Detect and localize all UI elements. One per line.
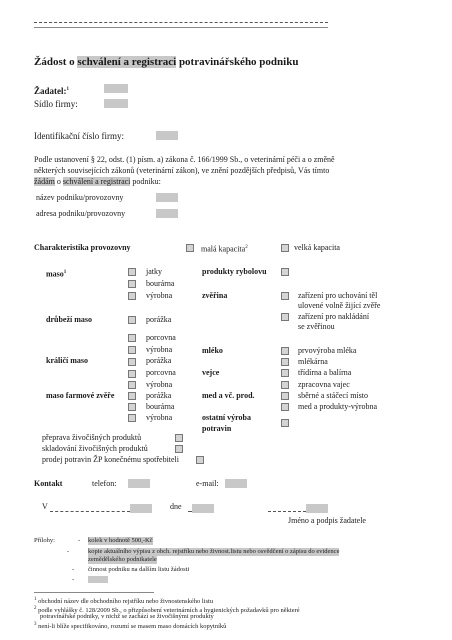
meat-cutting-label: bourárna [146,279,175,288]
egg-processing-label: zpracovna vajec [298,380,350,389]
farm-game-production-checkbox[interactable] [128,414,136,422]
meat-production-label: výrobna [146,291,173,300]
company-id-label: Identifikační číslo firmy: [34,131,124,141]
farm-game-cutting-label: bourárna [146,402,175,411]
other-production-label-1: ostatní výroba [202,413,251,422]
retail-label: prodej potravin ŽP konečnému spotřebiteli [42,455,180,464]
meat-slaughterhouse-checkbox[interactable] [128,268,136,276]
applicant-field[interactable] [104,84,128,93]
seat-label: Sídlo firmy: [34,99,78,109]
email-field[interactable] [225,479,247,488]
phone-label: telefon: [92,479,117,488]
attachment-dash-1: - [78,537,81,544]
signature-field[interactable] [306,504,328,513]
milk-primary-label: prvovýroba mléka [298,346,357,355]
venison-storage-label-2: ulovené volně žijící zvěře [298,301,381,310]
top-line [34,27,328,28]
egg-processing-checkbox[interactable] [281,381,289,389]
retail-checkbox[interactable] [196,456,204,464]
fishery-label: produkty rybolovu [202,267,267,276]
rabbit-portioning-checkbox[interactable] [128,370,136,378]
farm-game-slaughter-checkbox[interactable] [128,392,136,400]
big-capacity-label: velká kapacita [294,243,340,252]
big-capacity-checkbox[interactable] [281,244,289,252]
rabbit-production-label: výrobna [146,380,173,389]
signature-dots [268,511,306,512]
attachment-dash-4: - [72,576,75,583]
seat-field[interactable] [104,99,128,108]
farm-game-cutting-checkbox[interactable] [128,403,136,411]
transport-label: přeprava živočišných produktů [42,433,142,442]
rabbit-slaughter-checkbox[interactable] [128,358,136,366]
meat-slaughterhouse-label: jatky [146,267,162,276]
rabbit-label: králičí maso [46,356,88,365]
attachment-dash-3: - [72,566,75,573]
farm-game-label: maso farmové zvěře [46,391,115,400]
milk-primary-checkbox[interactable] [281,347,289,355]
intro-line-2: některých souvisejících zákonů (veterinární zákon), ve znění pozdějších předpisů, Vás tímto [34,166,330,175]
attachment-extract-2: zemědělského podnikatele [88,556,157,563]
farm-game-slaughter-label: porážka [146,391,172,400]
attachment-extra-field[interactable] [88,576,108,583]
small-capacity-checkbox[interactable] [186,244,194,252]
characteristics-label: Charakteristika provozovny [34,243,131,252]
applicant-label: Žadatel:$^1$ [34,86,69,96]
farm-game-production-label: výrobna [146,413,173,422]
attachment-stamp: kolek v hodnotě 500,-Kč [88,537,153,544]
poultry-slaughter-label: porážka [146,315,172,324]
attachment-dash-2: - [67,548,70,555]
venison-handling-label-1: zařízení pro nakládání [298,312,370,321]
dairy-label: mlékárna [298,357,328,366]
business-name-label: název podniku/provozovny [36,193,124,202]
meat-cutting-checkbox[interactable] [128,280,136,288]
venison-handling-label-2: se zvěřinou [298,322,335,331]
poultry-label: drůbeží maso [46,315,92,324]
venison-handling-checkbox[interactable] [281,313,289,321]
transport-checkbox[interactable] [175,434,183,442]
place-field[interactable] [130,504,152,513]
honey-production-label: med a produkty-výrobna [298,402,378,411]
fishery-checkbox[interactable] [281,268,289,276]
place-label: V [42,502,48,511]
signature-caption: Jméno a podpis žadatele [288,516,366,525]
intro-line-1: Podle ustanovení § 22, odst. (1) písm. a) zákona č. 166/1999 Sb., o veterinární péči a o změně [34,155,335,164]
rabbit-portioning-label: porcovna [146,368,176,377]
attachment-extract-1: kopie aktuálního výpisu z obch. rejstříku nebo živnost.listu nebo osvědčení o zápisu do evidence [88,548,340,555]
milk-label: mléko [202,346,223,355]
footnote-1: $^1$ obchodní název dle obchodního rejstříku nebo živnostenského listu [34,597,214,606]
poultry-portioning-label: porcovna [146,333,176,342]
other-production-checkbox[interactable] [281,419,289,427]
email-label: e-mail: [196,479,219,488]
egg-sorting-checkbox[interactable] [281,369,289,377]
small-capacity-label: malá kapacita$^2$ [201,244,248,254]
rabbit-production-checkbox[interactable] [128,381,136,389]
phone-field[interactable] [128,479,150,488]
date-label: dne [170,502,182,511]
venison-storage-checkbox[interactable] [281,292,289,300]
honey-label: med a vč. prod. [202,391,255,400]
attachments-label: Přílohy: [34,537,55,544]
company-id-field[interactable] [156,131,178,140]
intro-line-3: žádám o schválení a registraci podniku: [34,177,161,186]
dairy-checkbox[interactable] [281,358,289,366]
date-field[interactable] [192,504,214,513]
poultry-slaughter-checkbox[interactable] [128,316,136,324]
honey-production-checkbox[interactable] [281,403,289,411]
attachment-activity: činnost podniku na dalším listu žádosti [88,566,190,573]
honey-collection-label: sběrné a stáčecí místo [298,391,368,400]
rabbit-slaughter-label: porážka [146,356,172,365]
venison-label: zvěřina [202,291,228,300]
page-title: Žádost o schválení a registraci potravinářského podniku [34,56,299,68]
venison-storage-label-1: zařízení pro uchování těl [298,291,378,300]
poultry-production-checkbox[interactable] [128,346,136,354]
honey-collection-checkbox[interactable] [281,392,289,400]
meat-label: maso$^1$ [46,269,67,279]
place-dots [50,511,130,512]
business-address-field[interactable] [156,209,178,218]
footnote-2-line-1: $^2$ podle vyhlášky č. 128/2009 Sb., o přizpůsobení veterinárních a hygienických požadavků pro některé [34,606,300,615]
poultry-portioning-checkbox[interactable] [128,334,136,342]
storage-checkbox[interactable] [175,445,183,453]
footnote-2-line-2: potravinářské podniky, v nichž se zachází se živočišnými produkty [40,613,214,620]
storage-label: skladování živočišných produktů [42,444,148,453]
business-address-label: adresa podniku/provozovny [36,209,126,218]
business-name-field[interactable] [156,193,178,202]
footnote-3: $^3$ není-li blíže specifikováno, rozumí se masem maso domácích kopytníků [34,622,227,631]
date-dots [188,511,192,512]
other-production-label-2: potravin [202,424,232,433]
top-dashed-line [34,22,328,23]
egg-sorting-label: třídírna a balírna [298,368,352,377]
footnote-separator [34,592,154,593]
poultry-production-label: výrobna [146,345,173,354]
contact-label: Kontakt [34,479,63,488]
eggs-label: vejce [202,368,220,377]
meat-production-checkbox[interactable] [128,292,136,300]
